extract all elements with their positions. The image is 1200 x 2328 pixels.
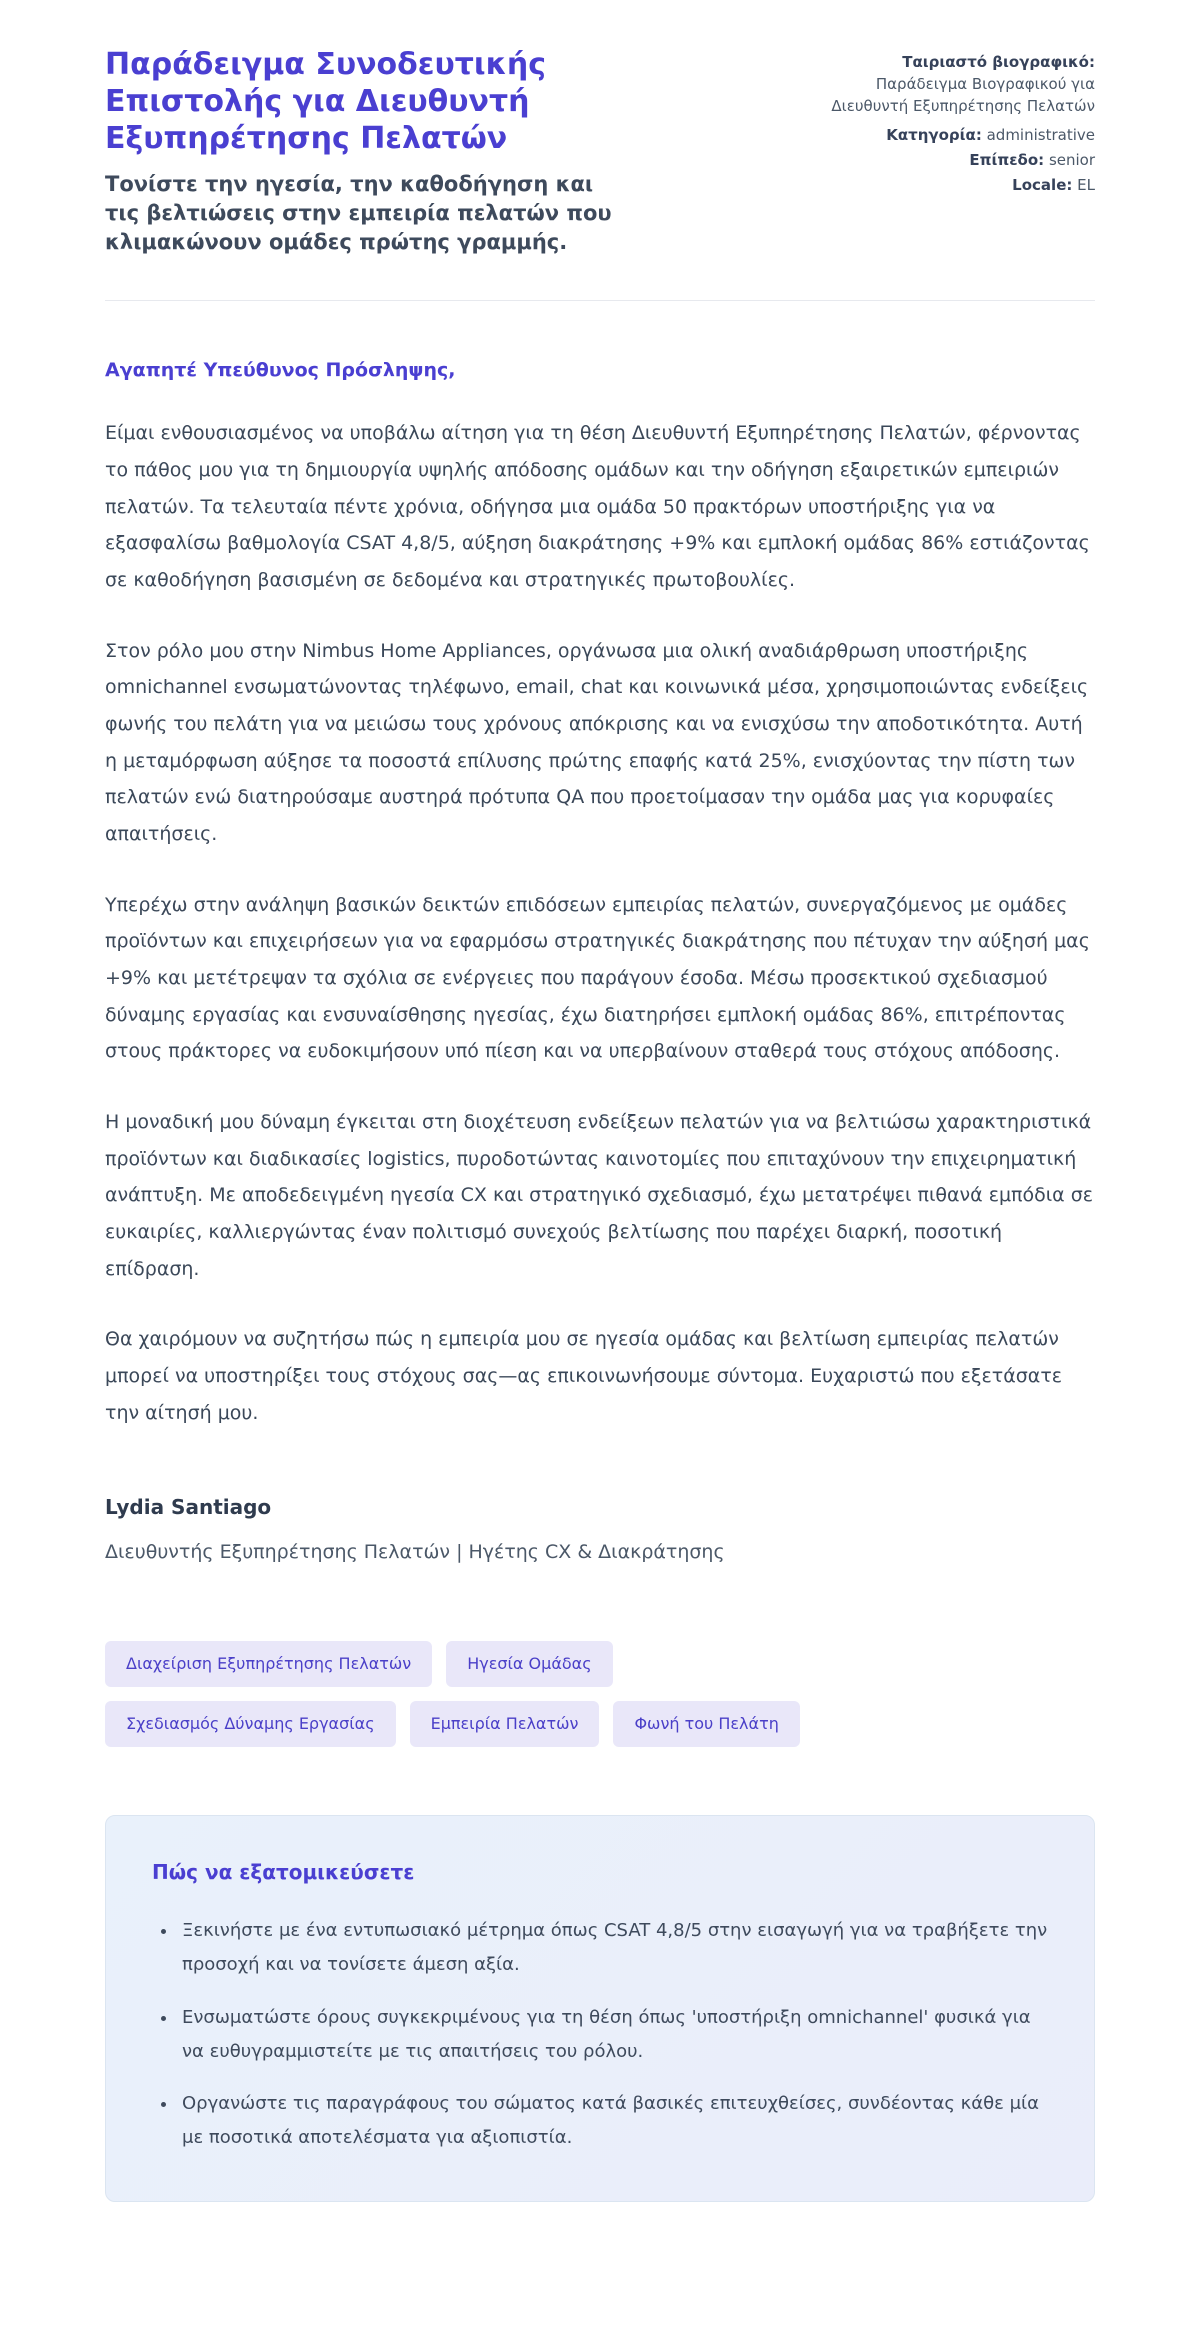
tip-item: • Ενσωματώστε όρους συγκεκριμένους για τη θέση όπως 'υποστήριξη omnichannel' φυσικά για να ευθυγραμμιστείτε με τις απαιτήσεις του ρόλου. <box>178 2001 1048 2069</box>
tip-item: • Οργανώστε τις παραγράφους του σώματος κατά βασικές επιτευχθείσες, συνδέοντας κάθε μία με ποσοτικά αποτελέσματα για αξιοπιστία. <box>178 2087 1048 2155</box>
meta-matching-resume-label: Ταιριαστό βιογραφικό: <box>902 53 1095 71</box>
tips-heading: Πώς να εξατομικεύσετε <box>152 1860 415 1885</box>
meta-panel <box>795 46 1095 256</box>
signature-role: Διευθυντής Εξυπηρέτησης Πελατών | Ηγέτης CX & Διακράτησης <box>105 1541 725 1564</box>
meta-locale <box>795 175 1095 197</box>
letter-paragraph: Θα χαιρόμουν να συζητήσω πώς η εμπειρία μου σε ηγεσία ομάδας και βελτίωση εμπειρίας πελατών μπορεί να υποστηρίξει τους στόχους σας—ας επικοινωνήσουμε σύντομα. Ευχαριστώ που εξετάσατε την αίτησή μου. <box>105 1328 1063 1424</box>
skill-tag: Σχεδιασμός Δύναμης Εργασίας <box>105 1701 396 1747</box>
cover-letter-body <box>105 359 1095 1563</box>
skill-tag: Ηγεσία Ομάδας <box>446 1641 612 1687</box>
skill-tag: Διαχείριση Εξυπηρέτησης Πελατών <box>105 1641 432 1687</box>
meta-category-value: administrative <box>986 126 1095 145</box>
signature-name: Lydia Santiago <box>105 1495 272 1520</box>
page-subtitle: Τονίστε την ηγεσία, την καθοδήγηση και τις βελτιώσεις στην εμπειρία πελατών που κλιμακώνουν ομάδες πρώτης γραμμής. <box>105 171 612 254</box>
customization-tips-box <box>105 1815 1095 2202</box>
header-divider <box>105 300 1095 301</box>
meta-level <box>795 150 1095 172</box>
meta-matching-resume <box>795 52 1095 117</box>
letter-paragraph: Στον ρόλο μου στην Nimbus Home Appliances, οργάνωσα μια ολική αναδιάρθρωση υποστήριξης omnichannel ενσωματώνοντας τηλέφωνο, email, chat και κοινωνικά μέσα, χρησιμοποιώντας ενδείξεις φωνής του πελάτη για να μειώσω τους χρόνους απόκρισης και να ενισχύσω την αποδοτικότητα. Αυτή η μεταμόρφωση αύξησε τα ποσοστά επίλυσης πρώτης επαφής κατά 25%, ενισχύοντας την πίστη των πελατών ενώ διατηρούσαμε αυστηρά πρότυπα QA που προετοίμασαν την ομάδα μας για κορυφαίες απαιτήσεις. <box>105 639 1089 846</box>
skill-tag: Εμπειρία Πελατών <box>410 1701 600 1747</box>
letter-paragraph: Η μοναδική μου δύναμη έγκειται στη διοχέτευση ενδείξεων πελατών για να βελτιώσω χαρακτηριστικά προϊόντων και διαδικασίες logistics, πυροδοτώντας καινοτομίες που επιταχύνουν την επιχειρηματική ανάπτυξη. Με αποδεδειγμένη ηγεσία CX και στρατηγικό σχεδιασμό, έχω μετατρέψει πιθανά εμπόδια σε ευκαιρίες, καλλιεργώντας έναν πολιτισμό συνεχούς βελτίωσης που παρέχει διαρκή, ποσοτική επίδραση. <box>105 1110 1094 1280</box>
page-title: Παράδειγμα Συνοδευτικής Επιστολής για Διευθυντή Εξυπηρέτησης Πελατών <box>105 47 547 157</box>
skill-tags <box>105 1641 865 1747</box>
meta-level-label: Επίπεδο: <box>969 151 1045 169</box>
meta-locale-value: EL <box>1077 175 1095 194</box>
meta-matching-resume-value: Παράδειγμα Βιογραφικού για Διευθυντή Εξυπηρέτησης Πελατών <box>831 74 1095 115</box>
tip-item: • Ξεκινήστε με ένα εντυπωσιακό μέτρημα όπως CSAT 4,8/5 στην εισαγωγή για να τραβήξετε την προσοχή και να τονίσετε άμεση αξία. <box>178 1914 1048 1982</box>
skill-tag: Φωνή του Πελάτη <box>613 1701 799 1747</box>
page-container <box>105 0 1095 2276</box>
meta-category <box>795 125 1095 147</box>
meta-category-label: Κατηγορία: <box>886 126 982 145</box>
letter-paragraph: Υπερέχω στην ανάληψη βασικών δεικτών επιδόσεων εμπειρίας πελατών, συνεργαζόμενος με ομάδες προϊόντων και επιχειρήσεων για να εφαρμόσω στρατηγικές διακράτησης που πέτυχαν την αύξησή μας +9% και μετέτρεψαν τα σχόλια σε ενέργειες που παράγουν έσοδα. Μέσω προσεκτικού σχεδιασμού δύναμης εργασίας και ενσυναίσθησης ηγεσίας, έχω διατηρήσει εμπλοκή ομάδας 86%, επιτρέποντας στους πράκτορες να ευδοκιμήσουν υπό πίεση και να υπερβαίνουν σταθερά τους στόχους απόδοσης. <box>105 893 1090 1063</box>
meta-locale-label: Locale: <box>1012 175 1073 194</box>
page-header <box>105 46 1095 256</box>
letter-paragraph: Είμαι ενθουσιασμένος να υποβάλω αίτηση για τη θέση Διευθυντή Εξυπηρέτησης Πελατών, φέρνοντας το πάθος μου για τη δημιουργία υψηλής απόδοσης ομάδων και την οδήγηση εξαιρετικών εμπειριών πελατών. Τα τελευταία πέντε χρόνια, οδήγησα μια ομάδα 50 πρακτόρων υποστήριξης για να εξασφαλίσω βαθμολογία CSAT 4,8/5, αύξηση διακράτησης +9% και εμπλοκή ομάδας 86% εστιάζοντας σε καθοδήγηση βασισμένη σε δεδομένα και στρατηγικές πρωτοβουλίες. <box>105 422 1090 592</box>
letter-greeting: Αγαπητέ Υπεύθυνος Πρόσληψης, <box>105 359 456 382</box>
header-title-block <box>105 46 759 256</box>
meta-level-value: senior <box>1048 151 1095 169</box>
tips-list <box>152 1914 1048 2155</box>
